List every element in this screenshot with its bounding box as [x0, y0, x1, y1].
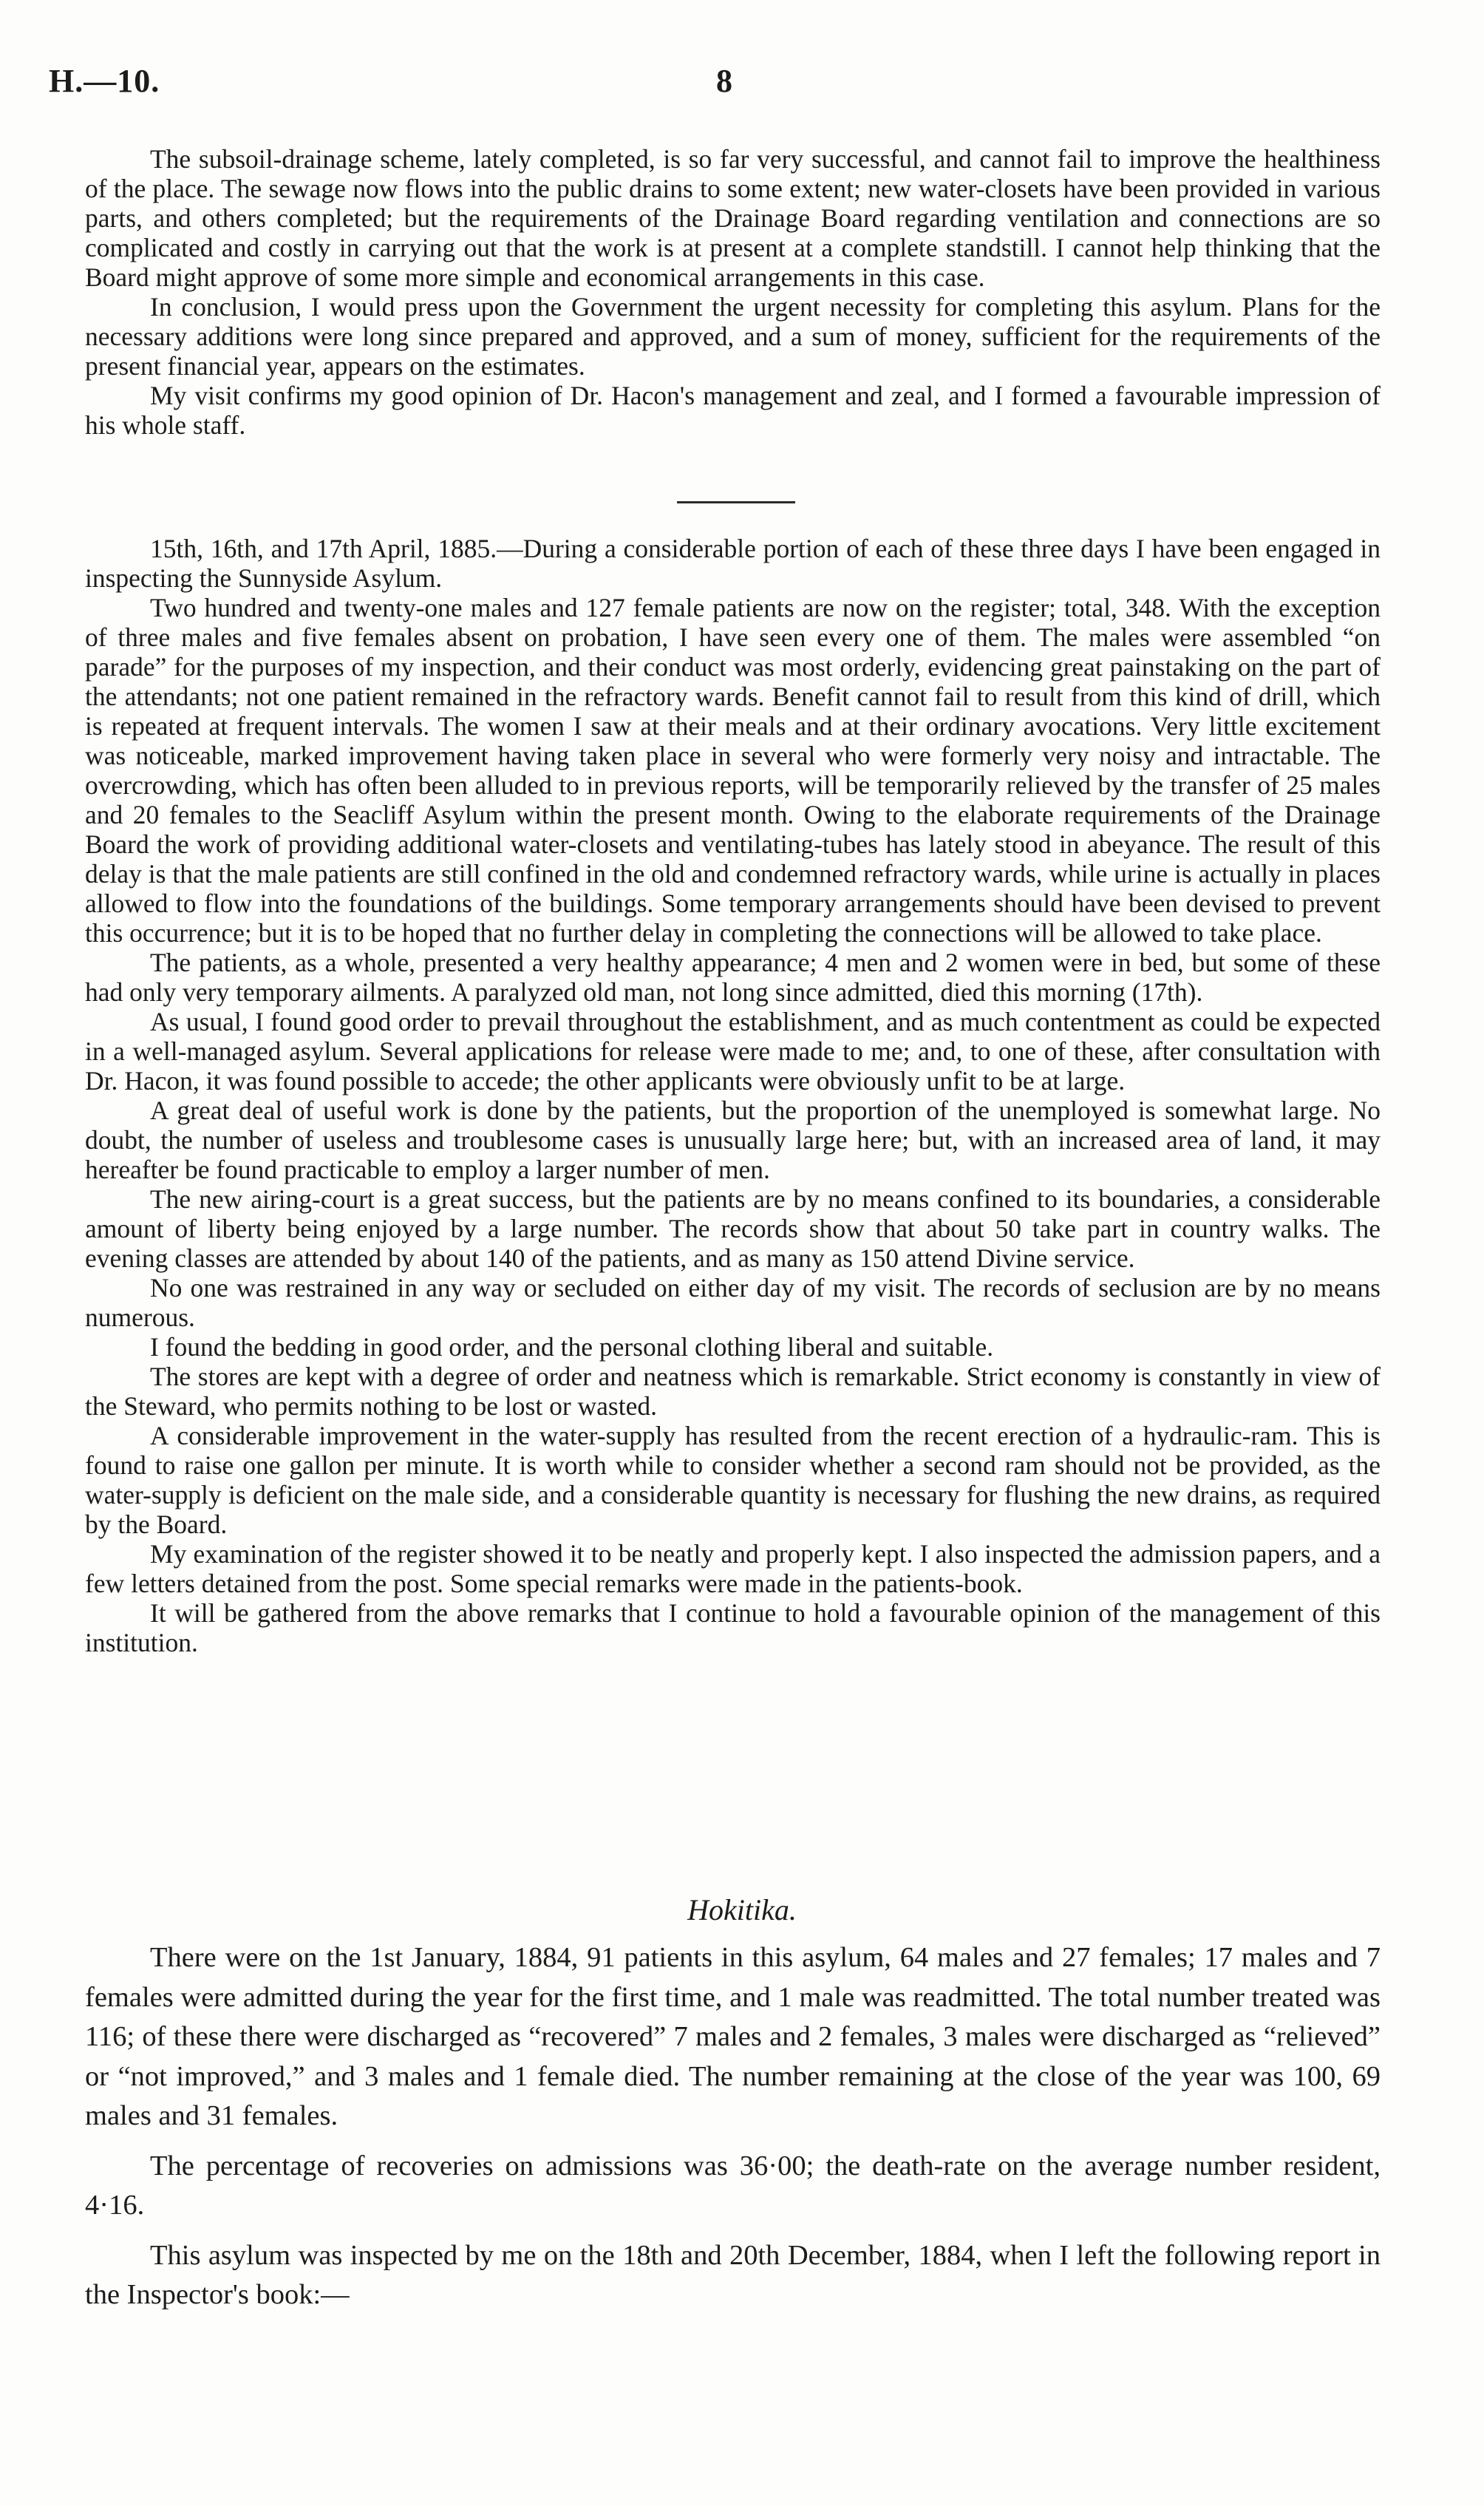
paragraph: My examination of the register showed it to be neatly and properly kept. I also inspected the admission papers, and a few letters detained from the post. Some special remarks were made in the patients-book.: [85, 1539, 1381, 1598]
section-heading-hokitika: Hokitika.: [687, 1893, 797, 1926]
paragraph: As usual, I found good order to prevail throughout the establishment, and as much contentment as could be expected in a well-managed asylum. Several applications for release were made to me; and, to one of these, after consultation with Dr. Hacon, it was found possible to accede; the other applicants were obviously unfit to be at large.: [85, 1007, 1381, 1096]
document-reference: H.—10.: [49, 63, 160, 99]
paragraph: A great deal of useful work is done by the patients, but the proportion of the unemployed is somewhat large. No doubt, the number of useless and troublesome cases is unusually large here; but, with an increased area of land, it may hereafter be found practicable to employ a larger number of men.: [85, 1096, 1381, 1184]
paragraph: No one was restrained in any way or secluded on either day of my visit. The records of seclusion are by no means numerous.: [85, 1273, 1381, 1332]
paragraph: The subsoil-drainage scheme, lately completed, is so far very successful, and cannot fail to improve the healthiness of the place. The sewage now flows into the public drains to some extent; new water-closets have been provided in various parts, and others completed; but the requirements of the Drainage Board regarding ventilation and connections are so complicated and costly in carrying out that the work is at present at a complete standstill. I cannot help thinking that the Board might approve of some more simple and economical arrangements in this case.: [85, 144, 1381, 292]
paragraph: This asylum was inspected by me on the 18th and 20th December, 1884, when I left the following report in the Inspector's book:—: [85, 2239, 1381, 2310]
page-number: 8: [716, 63, 732, 99]
section-divider: [677, 501, 795, 503]
paragraph: The patients, as a whole, presented a very healthy appearance; 4 men and 2 women were in bed, but some of these had only very temporary ailments. A paralyzed old man, not long since admitted, died this morning (17th).: [85, 948, 1381, 1007]
paragraph: Two hundred and twenty-one males and 127 female patients are now on the register; total, 348. With the exception of three males and five females absent on probation, I have seen every one of them. The males were assembled “on parade” for the purposes of my inspection, and their conduct was most orderly, evidencing great painstaking on the part of the attendants; not one patient remained in the refractory wards. Benefit cannot fail to result from this kind of drill, which is repeated at frequent intervals. The women I saw at their meals and at their ordinary avocations. Very little excitement was noticeable, marked improvement having taken place in several who were formerly very noisy and intractable. The overcrowding, which has often been alluded to in previous reports, will be temporarily relieved by the transfer of 25 males and 20 females to the Seacliff Asylum within the present month. Owing to the elaborate requirements of the Drainage Board the work of providing additional water-closets and ventilating-tubes has lately stood in abeyance. The result of this delay is that the male patients are still confined in the old and condemned refractory wards, while urine is actually in places allowed to flow into the foundations of the buildings. Some temporary arrangements should have been devised to prevent this occurrence; but it is to be hoped that no further delay in completing the connections will be allowed to take place.: [85, 593, 1381, 948]
sunnyside-april-report: [85, 534, 1381, 1657]
paragraph: A considerable improvement in the water-supply has resulted from the recent erection of a hydraulic-ram. This is found to raise one gallon per minute. It is worth while to consider whether a second ram should not be provided, as the water-supply is deficient on the male side, and a considerable quantity is necessary for flushing the new drains, as required by the Board.: [85, 1421, 1381, 1539]
paragraph: The percentage of recoveries on admissions was 36·00; the death-rate on the average number resident, 4·16.: [85, 2150, 1381, 2221]
paragraph: The stores are kept with a degree of order and neatness which is remarkable. Strict economy is constantly in view of the Steward, who permits nothing to be lost or wasted.: [85, 1362, 1381, 1421]
paragraph: My visit confirms my good opinion of Dr. Hacon's management and zeal, and I formed a favourable impression of his whole staff.: [85, 381, 1381, 440]
paragraph: 15th, 16th, and 17th April, 1885.—During a considerable portion of each of these three days I have been engaged in inspecting the Sunnyside Asylum.: [85, 534, 1381, 593]
paragraph: In conclusion, I would press upon the Government the urgent necessity for completing this asylum. Plans for the necessary additions were long since prepared and approved, and a sum of money, sufficient for the requirements of the present financial year, appears on the estimates.: [85, 292, 1381, 381]
page-header: [49, 62, 1435, 114]
paragraph: There were on the 1st January, 1884, 91 patients in this asylum, 64 males and 27 females; 17 males and 7 females were admitted during the year for the first time, and 1 male was readmitted. The total number treated was 116; of these there were discharged as “recovered” 7 males and 2 females, 3 males were discharged as “relieved” or “not improved,” and 3 males and 1 female died. The number remaining at the close of the year was 100, 69 males and 31 females.: [85, 1942, 1381, 2131]
hokitika-report: [85, 1938, 1381, 2326]
paragraph: I found the bedding in good order, and the personal clothing liberal and suitable.: [150, 1332, 994, 1362]
paragraph: It will be gathered from the above remarks that I continue to hold a favourable opinion of the management of this institution.: [85, 1598, 1381, 1657]
sunnyside-report-conclusion: [85, 144, 1381, 440]
paragraph: The new airing-court is a great success, but the patients are by no means confined to its boundaries, a considerable amount of liberty being enjoyed by a large number. The records show that about 50 take part in country walks. The evening classes are attended by about 140 of the patients, and as many as 150 attend Divine service.: [85, 1184, 1381, 1273]
